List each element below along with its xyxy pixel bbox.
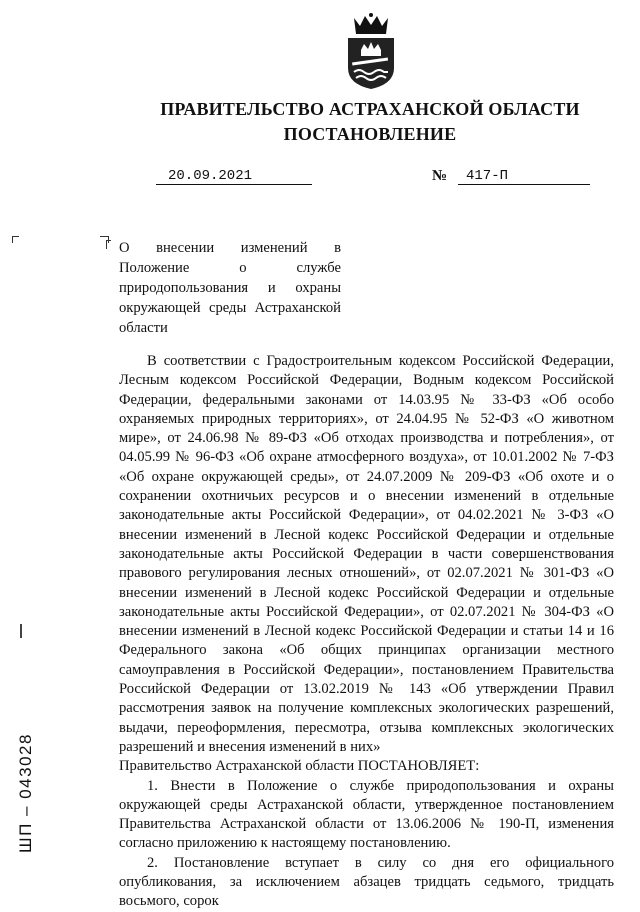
document-subject: О внесении изменений в Положение о службе природопользования и охраны окружающей среды Астраханской области (119, 240, 341, 336)
form-serial-number (6, 722, 46, 864)
resolves-line: Правительство Астраханской области ПОСТАНОВЛЯЕТ: (119, 758, 480, 775)
number-sign: № (432, 168, 448, 184)
item-1-paragraph: 1. Внести в Положение о службе природопользования и охраны окружающей среды Астраханской области, утвержденное постановлением Правительства Астраханской области от 13.06.2006 № 190-П, изменения согласно приложению к настоящему постановлению. (119, 777, 614, 852)
astrakhan-coat-of-arms-icon (342, 12, 400, 90)
margin-tick-mark (20, 624, 22, 638)
subject-corner-mark-right-inner (106, 240, 111, 249)
preamble-paragraph: В соответствии с Градостроительным кодексом Российской Федерации, Лесным кодексом Российской Федерации, Водным кодексом Российской Федерации, федеральными законами от 14.03.95 № 33-ФЗ «Об особо охраняемых природных территориях», от 24.04.95 № 52-ФЗ «О животном мире», от 24.06.98 № 89-ФЗ «Об отходах производства и потребления», от 04.05.99 № 96-ФЗ «Об охране атмосферного воздуха», от 10.01.2002 № 7-ФЗ «Об охране окружающей среды», от 24.07.2009 № 209-ФЗ «Об охоте и о сохранении охотничьих ресурсов и о внесении изменений в отдельные законодательные акты Российской Федерации», от 04.02.2021 № 3-ФЗ «О внесении изменений в Лесной кодекс Российской Федерации и отдельные законодательные акты Российской Федерации в части совершенствования правового регулирования лесных отношений», от 02.07.2021 № 301-ФЗ «О внесении изменений в Лесной кодекс Российской Федерации и отдельные законодательные акты Российской Федерации», от 02.07.2021 № 304-ФЗ «О внесении изменений в Лесной кодекс Российской Федерации и статьи 14 и 16 Федерального закона «Об общих принципах организации местного самоуправления в Российской Федерации», постановлением Правительства Российской Федерации от 13.02.2019 № 143 «Об утверждении Правил рассмотрения заявок на получение комплексных экологических разрешений, выдачи, переоформления, пересмотра, отзыва комплексных экологических разрешений и внесения изменений в них» (119, 353, 614, 755)
item-2-paragraph: 2. Постановление вступает в силу со дня его официального опубликования, за исключением абзацев тридцать седьмого, тридцать восьмого, сорок (119, 854, 614, 910)
subject-corner-mark-left (12, 236, 19, 243)
document-date: 20.09.2021 (156, 168, 312, 185)
document-type-title: ПОСТАНОВЛЕНИЕ (283, 124, 457, 144)
organization-title: ПРАВИТЕЛЬСТВО АСТРАХАНСКОЙ ОБЛАСТИ (160, 99, 580, 119)
document-number: 417-П (458, 168, 590, 185)
form-serial-text: ШП – 043028 (16, 733, 35, 853)
document-body (119, 352, 614, 912)
